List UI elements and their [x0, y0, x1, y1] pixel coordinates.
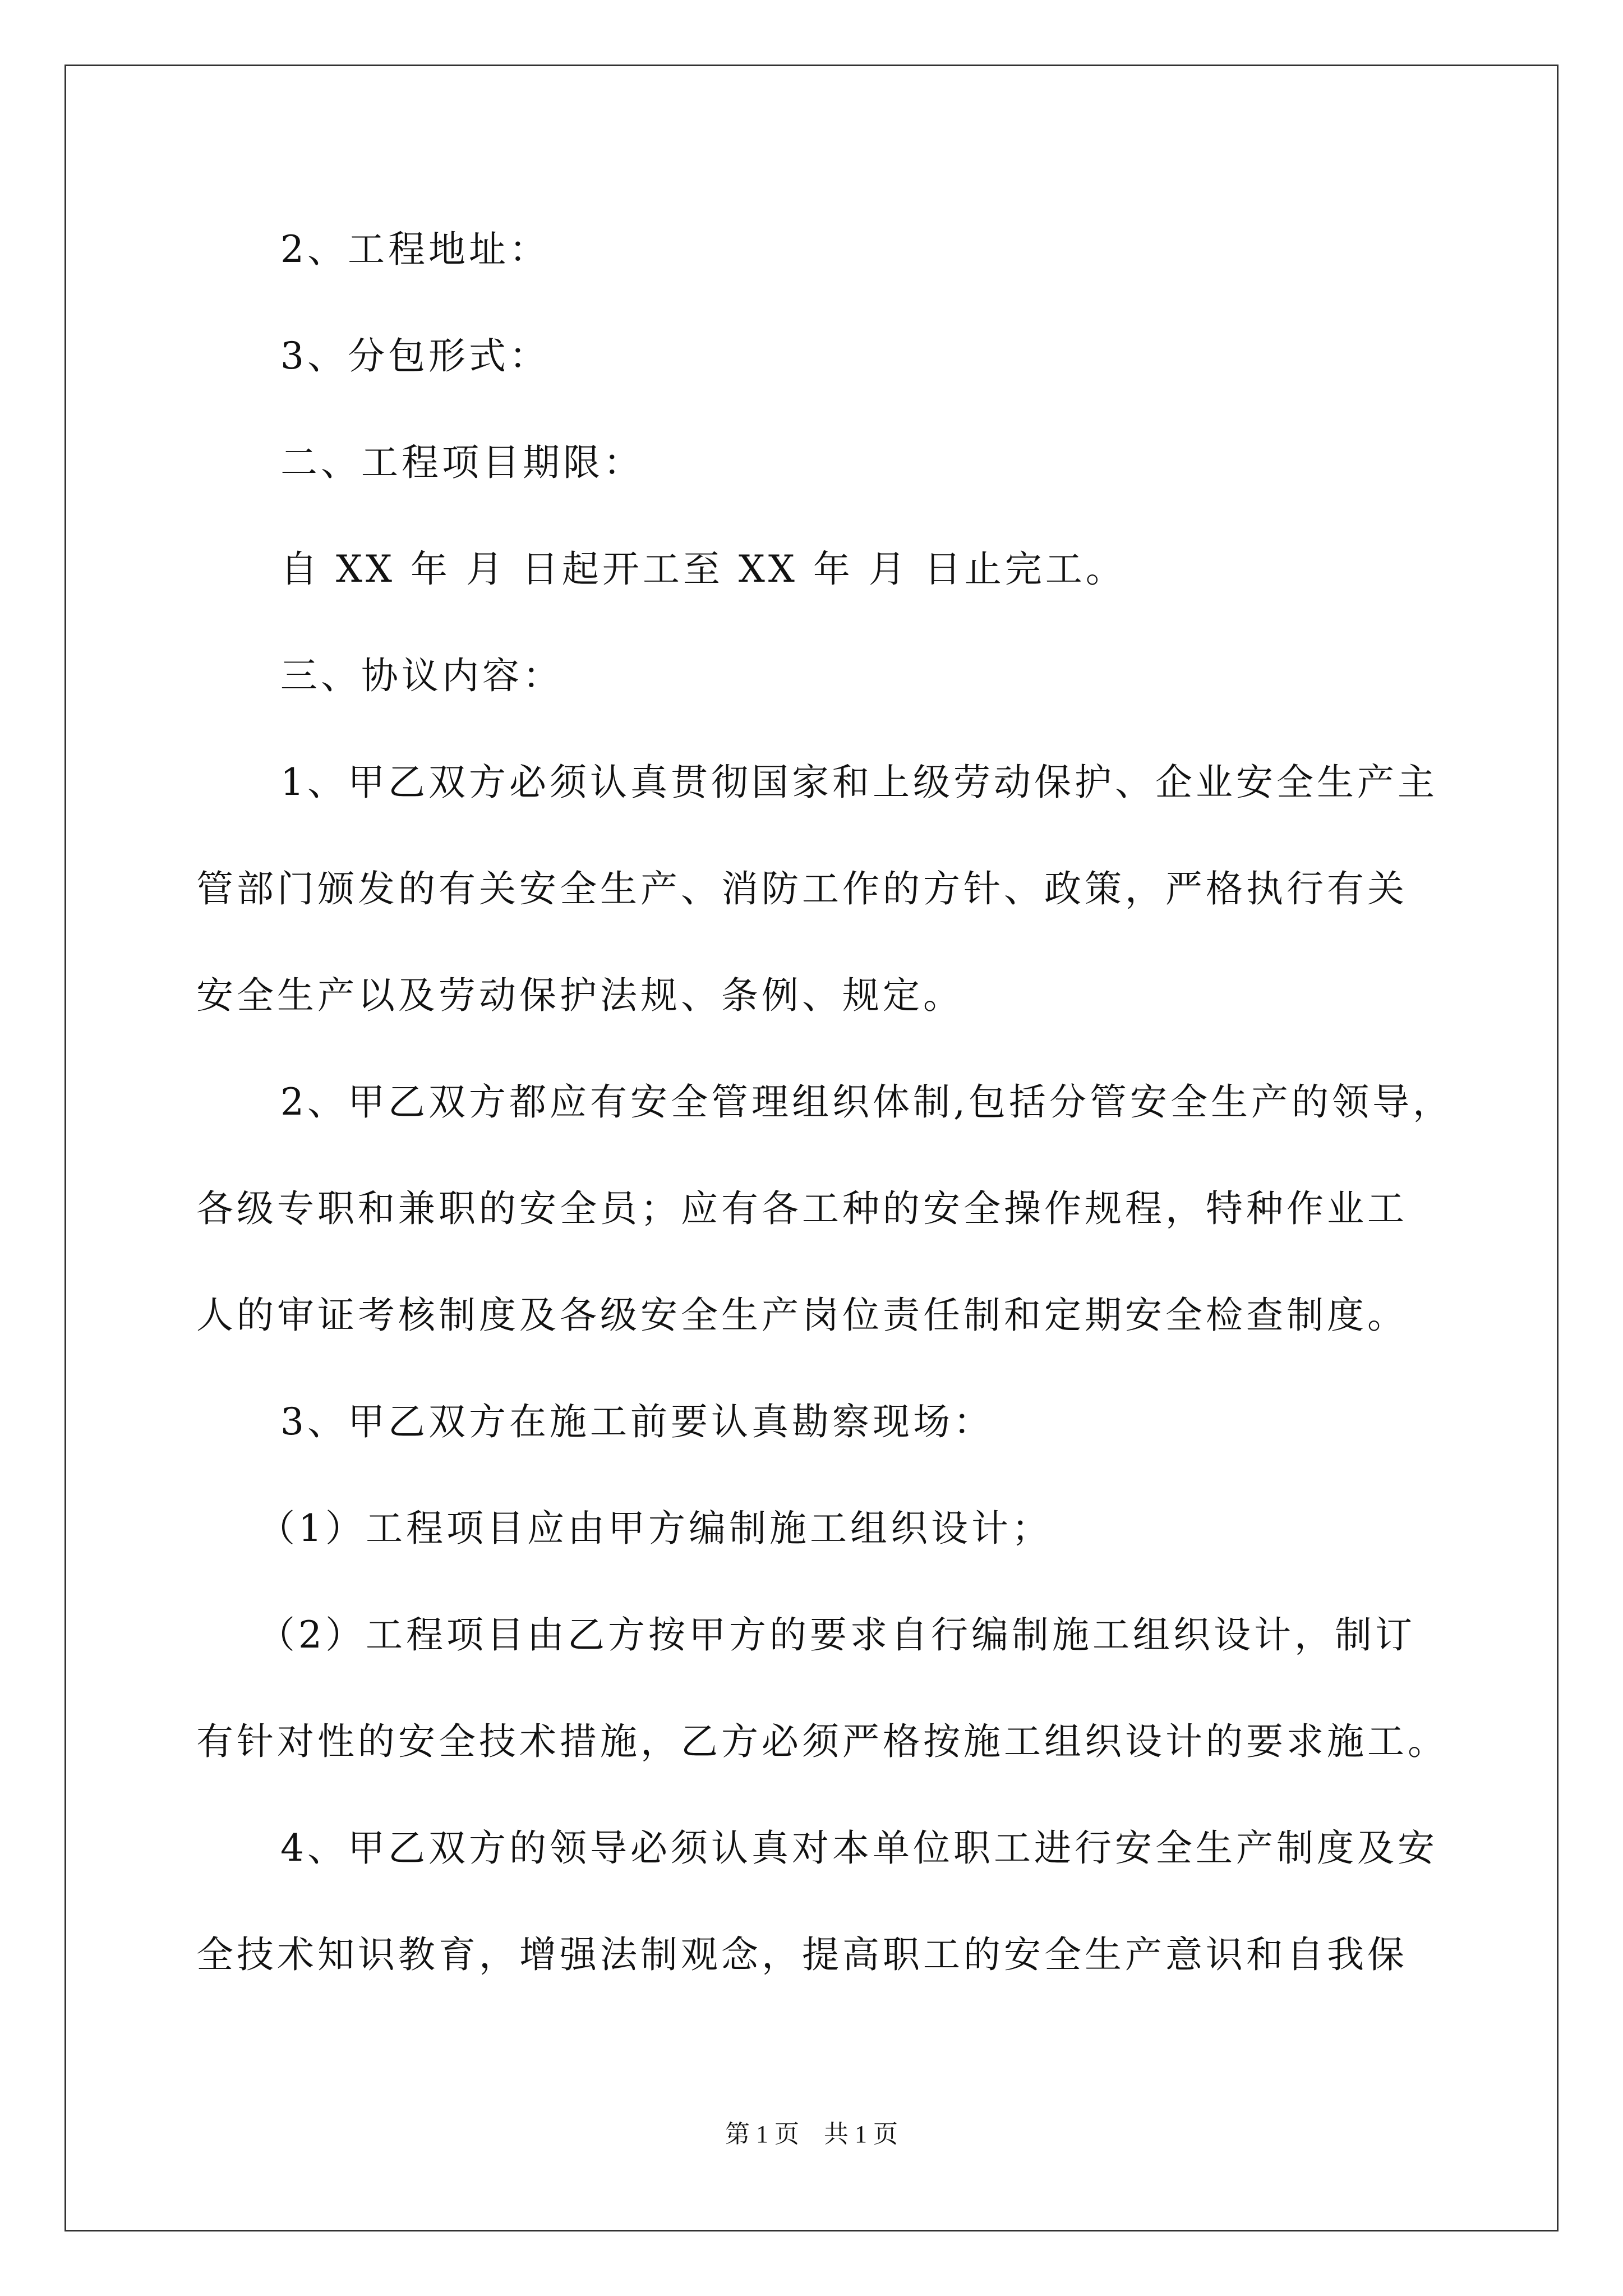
text-line-17: 全技术知识教育，增强法制观念，提高职工的安全生产意识和自我保 — [196, 1933, 1408, 1976]
page-number-footer: 第 1 页 共 1 页 — [725, 2120, 898, 2148]
text-line-16: 4、甲乙双方的领导必须认真对本单位职工进行安全生产制度及安 — [280, 1826, 1438, 1870]
text-line-8: 安全生产以及劳动保护法规、条例、规定。 — [196, 974, 963, 1017]
text-line-6: 1、甲乙双方必须认真贯彻国家和上级劳动保护、企业安全生产主 — [280, 761, 1438, 804]
text-line-10: 各级专职和兼职的安全员；应有各工种的安全操作规程，特种作业工 — [196, 1187, 1408, 1230]
text-line-13: （1）工程项目应由甲方编制施工组织设计； — [258, 1507, 1052, 1550]
text-line-15: 有针对性的安全技术措施，乙方必须严格按施工组织设计的要求施工。 — [196, 1720, 1448, 1763]
text-line-2: 3、分包形式： — [280, 334, 550, 378]
text-line-1: 2、工程地址： — [280, 228, 550, 271]
text-line-4: 自 XX 年 月 日起开工至 XX 年 月 日止完工。 — [280, 547, 1126, 591]
text-line-12: 3、甲乙双方在施工前要认真勘察现场： — [280, 1400, 994, 1443]
text-line-5: 三、协议内容： — [280, 654, 563, 697]
page-border — [64, 65, 1559, 2231]
text-line-7: 管部门颁发的有关安全生产、消防工作的方针、政策，严格执行有关 — [196, 867, 1408, 910]
text-line-11: 人的审证考核制度及各级安全生产岗位责任制和定期安全检查制度。 — [196, 1294, 1408, 1337]
text-line-14: （2）工程项目由乙方按甲方的要求自行编制施工组织设计，制订 — [258, 1613, 1415, 1657]
text-line-3: 二、工程项目期限： — [280, 441, 644, 484]
text-line-9: 2、甲乙双方都应有安全管理组织体制,包括分管安全生产的领导， — [280, 1080, 1453, 1124]
